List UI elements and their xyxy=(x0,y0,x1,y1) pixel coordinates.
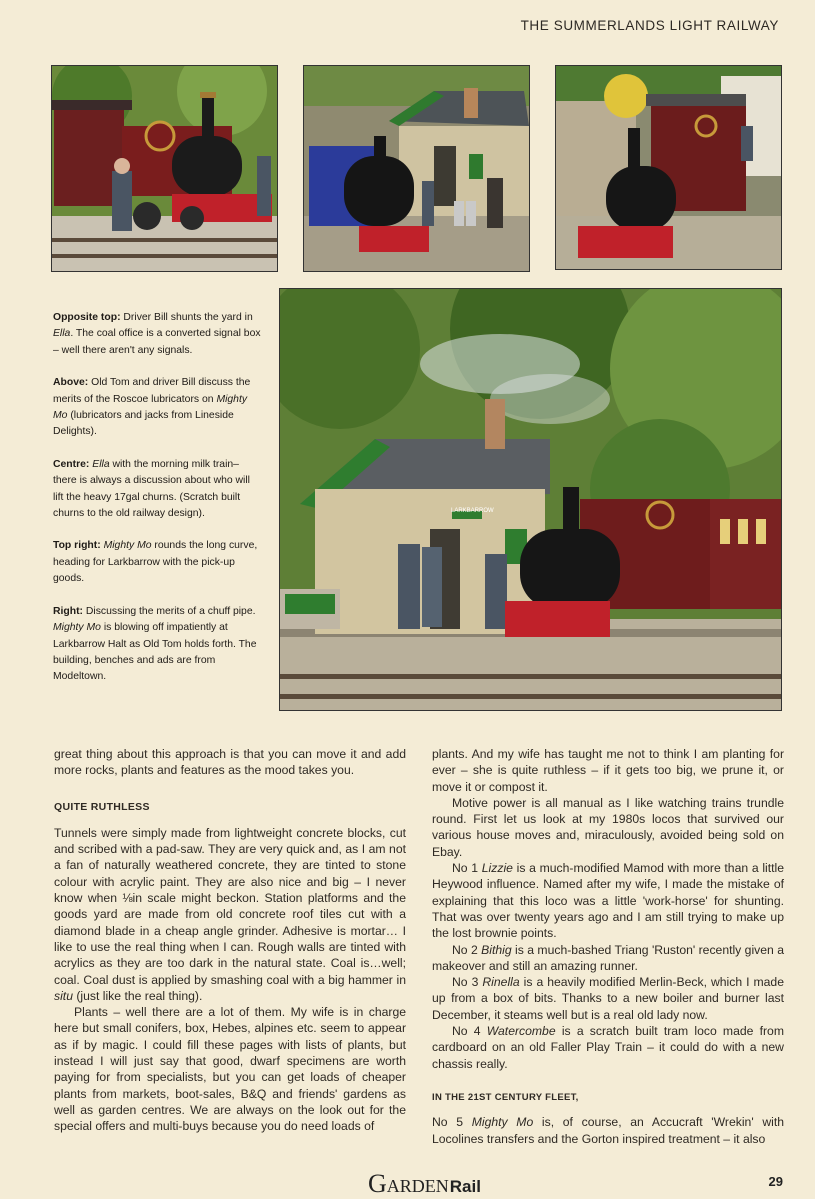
paragraph: great thing about this approach is that you can move it and add more rocks, plants and features as the mood takes you. xyxy=(54,747,406,778)
paragraph: No 2 Bithig is a much-bashed Triang 'Ruston' recently given a makeover and still an amazing runner. xyxy=(432,942,784,973)
caption-above: Above: Old Tom and driver Bill discuss the merits of the Roscoe lubricators on Mighty Mo (lubricators and jacks from Lineside Delights). xyxy=(53,377,251,438)
magazine-logo: GARDENRail xyxy=(368,1169,481,1198)
paragraph: No 1 Lizzie is a much-modified Mamod with more than a little Heywood influence. Named after my wife, I made the mistake of explaining that this loco was a little 'work-horse' for shunting. That was over twenty years ago and I am still trying to make up the lost brownie points. xyxy=(432,861,784,941)
photo-mighty-mo-curve xyxy=(555,65,782,270)
caption-top-right: Top right: Mighty Mo rounds the long curve, heading for Larkbarrow with the pick-up goods. xyxy=(53,540,258,585)
caption-opposite-top: Opposite top: Driver Bill shunts the yard in Ella. The coal office is a converted signal box – well there aren't any signals. xyxy=(53,312,261,356)
paragraph: Tunnels were simply made from lightweight concrete blocks, cut and scribed with a pad-saw. They are very quick and, as I am not a fan of naturally weathered concrete, they are tinted to stone colour with acrylic paint. They are also nice and big – I never know when ⅛in scale might beckon. Station platforms and the goods yard are made from old concrete roof tiles cut with a diamond blade in a cheap angle grinder. Adhesive is mortar… I like to use the real thing when I can. Rough walls are tinted with acrylics as they are too dark in the natural state. Coal is…well; coal. Coal dust is applied by smashing coal with a big hammer in situ (just like the real thing). xyxy=(54,825,406,1003)
photo-blue-loco-station xyxy=(303,65,530,272)
paragraph: No 4 Watercombe is a scratch built tram loco made from cardboard on an old Faller Play Train – it could do with a new chassis really. xyxy=(432,1024,784,1071)
paragraph: Plants – well there are a lot of them. My wife is in charge here but small conifers, box, Hebes, alpines etc. seem to appear as if by magic. I could fill these pages with lists of plants, but instead I will just say that good, dwarf specimens are worth paying for from specialists, but you can get loads of cheaper plants from markets, boot-sales, B&Q and friends' gardens as well as garden centres. We are always on the look out for the special offers and multi-buys because you do need loads of xyxy=(54,1005,406,1134)
article-column-left xyxy=(54,746,406,1135)
page-number: 29 xyxy=(768,1174,783,1189)
subheading: IN THE 21ST CENTURY FLEET, xyxy=(432,1091,579,1103)
subheading: QUITE RUTHLESS xyxy=(54,800,150,813)
caption-right: Right: Discussing the merits of a chuff pipe. Mighty Mo is blowing off impatiently at Larkbarrow Halt as Old Tom holds forth. The building, benches and ads are from Modeltown. xyxy=(53,605,257,683)
paragraph: Motive power is all manual as I like watching trains trundle round. First let us look at my 1980s locos that survived our various house moves and, miraculously, avoided being sold on Ebay. xyxy=(432,795,784,859)
photo-larkbarrow-halt xyxy=(279,288,782,711)
paragraph: No 3 Rinella is a heavily modified Merlin-Beck, which I made up from a box of bits. Thanks to a new boiler and burner last December, it steams well but is a real old lady now. xyxy=(432,975,784,1022)
photo-ella-yard xyxy=(51,65,278,272)
paragraph: No 5 Mighty Mo is, of course, an Accucraft 'Wrekin' with Locolines transfers and the Gorton inspired treatment – it also xyxy=(432,1115,784,1146)
photo-captions xyxy=(53,310,263,702)
caption-centre: Centre: Ella with the morning milk train– there is always a discussion about who will lift the heavy 17gal churns. (Scratch built churns to the old railway design). xyxy=(53,458,250,520)
running-head: THE SUMMERLANDS LIGHT RAILWAY xyxy=(520,18,779,33)
halt-sign-text: LARKBARROW xyxy=(451,508,494,514)
paragraph: plants. And my wife has taught me not to think I am planting for ever – she is quite ruthless – if it gets too big, we prune it, or move it or compost it. xyxy=(432,747,784,794)
article-column-right xyxy=(432,746,784,1147)
